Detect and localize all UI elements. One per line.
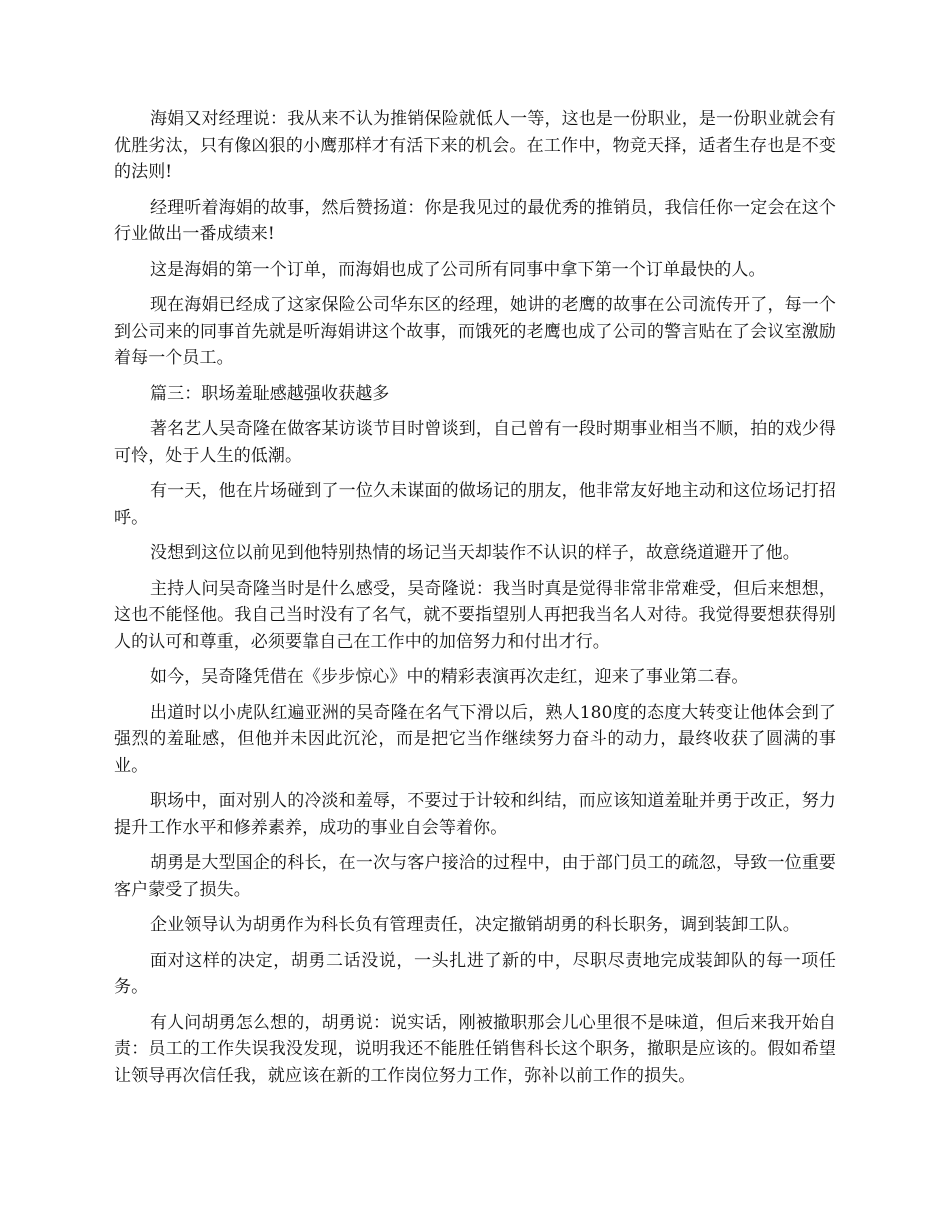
paragraph: 经理听着海娟的故事，然后赞扬道：你是我见过的最优秀的推销员，我信任你一定会在这个行业做出一番成绩来! [114,197,836,244]
paragraph: 主持人问吴奇隆当时是什么感受，吴奇隆说：我当时真是觉得非常非常难受，但后来想想，这也不能怪他。我自己当时没有了名气，就不要指望别人再把我当名人对待。我觉得要想获得别人的认可和尊重，必须要靠自己在工作中的加倍努力和付出才行。 [114,578,836,652]
document-body [114,106,836,1098]
paragraph: 有一天，他在片场碰到了一位久未谋面的做场记的朋友，他非常友好地主动和这位场记打招呼。 [114,481,836,528]
paragraph: 如今，吴奇隆凭借在《步步惊心》中的精彩表演再次走红，迎来了事业第二春。 [150,667,749,687]
paragraph: 著名艺人吴奇隆在做客某访谈节目时曾谈到，自己曾有一段时期事业相当不顺，拍的戏少得可怜，处于人生的低潮。 [114,419,836,466]
paragraph: 胡勇是大型国企的科长，在一次与客户接洽的过程中，由于部门员工的疏忽，导致一位重要客户蒙受了损失。 [114,853,836,900]
paragraph: 职场中，面对别人的冷淡和羞辱，不要过于计较和纠结，而应该知道羞耻并勇于改正，努力提升工作水平和修养素养，成功的事业自会等着你。 [114,791,836,838]
paragraph: 面对这样的决定，胡勇二话没说，一头扎进了新的中，尽职尽责地完成装卸队的每一项任务。 [114,950,836,997]
paragraph: 没想到这位以前见到他特别热情的场记当天却装作不认识的样子，故意绕道避开了他。 [150,543,800,563]
section-heading: 篇三：职场羞耻感越强收获越多 [150,383,390,404]
paragraph: 企业领导认为胡勇作为科长负有管理责任，决定撤销胡勇的科长职务，调到装卸工队。 [150,915,800,935]
paragraph: 现在海娟已经成了这家保险公司华东区的经理，她讲的老鹰的故事在公司流传开了，每一个到公司来的同事首先就是听海娟讲这个故事，而饿死的老鹰也成了公司的警言贴在了会议室激励着每一个员工。 [114,295,836,368]
paragraph: 有人问胡勇怎么想的，胡勇说：说实话，刚被撤职那会儿心里很不是味道，但后来我开始自责：员工的工作失误我没发现，说明我还不能胜任销售科长这个职务，撤职是应该的。假如希望让领导再次信任我，就应该在新的工作岗位努力工作，弥补以前工作的损失。 [114,1012,836,1086]
paragraph: 海娟又对经理说：我从来不认为推销保险就低人一等，这也是一份职业，是一份职业就会有优胜劣汰，只有像凶狠的小鹰那样才有活下来的机会。在工作中，物竞天择，适者生存也是不变的法则! [114,109,836,182]
paragraph: 这是海娟的第一个订单，而海娟也成了公司所有同事中拿下第一个订单最快的人。 [150,259,766,280]
paragraph: 出道时以小虎队红遍亚洲的吴奇隆在名气下滑以后，熟人180度的态度大转变让他体会到了强烈的羞耻感，但他并未因此沉沦，而是把它当作继续努力奋斗的动力，最终收获了圆满的事业。 [114,702,836,776]
